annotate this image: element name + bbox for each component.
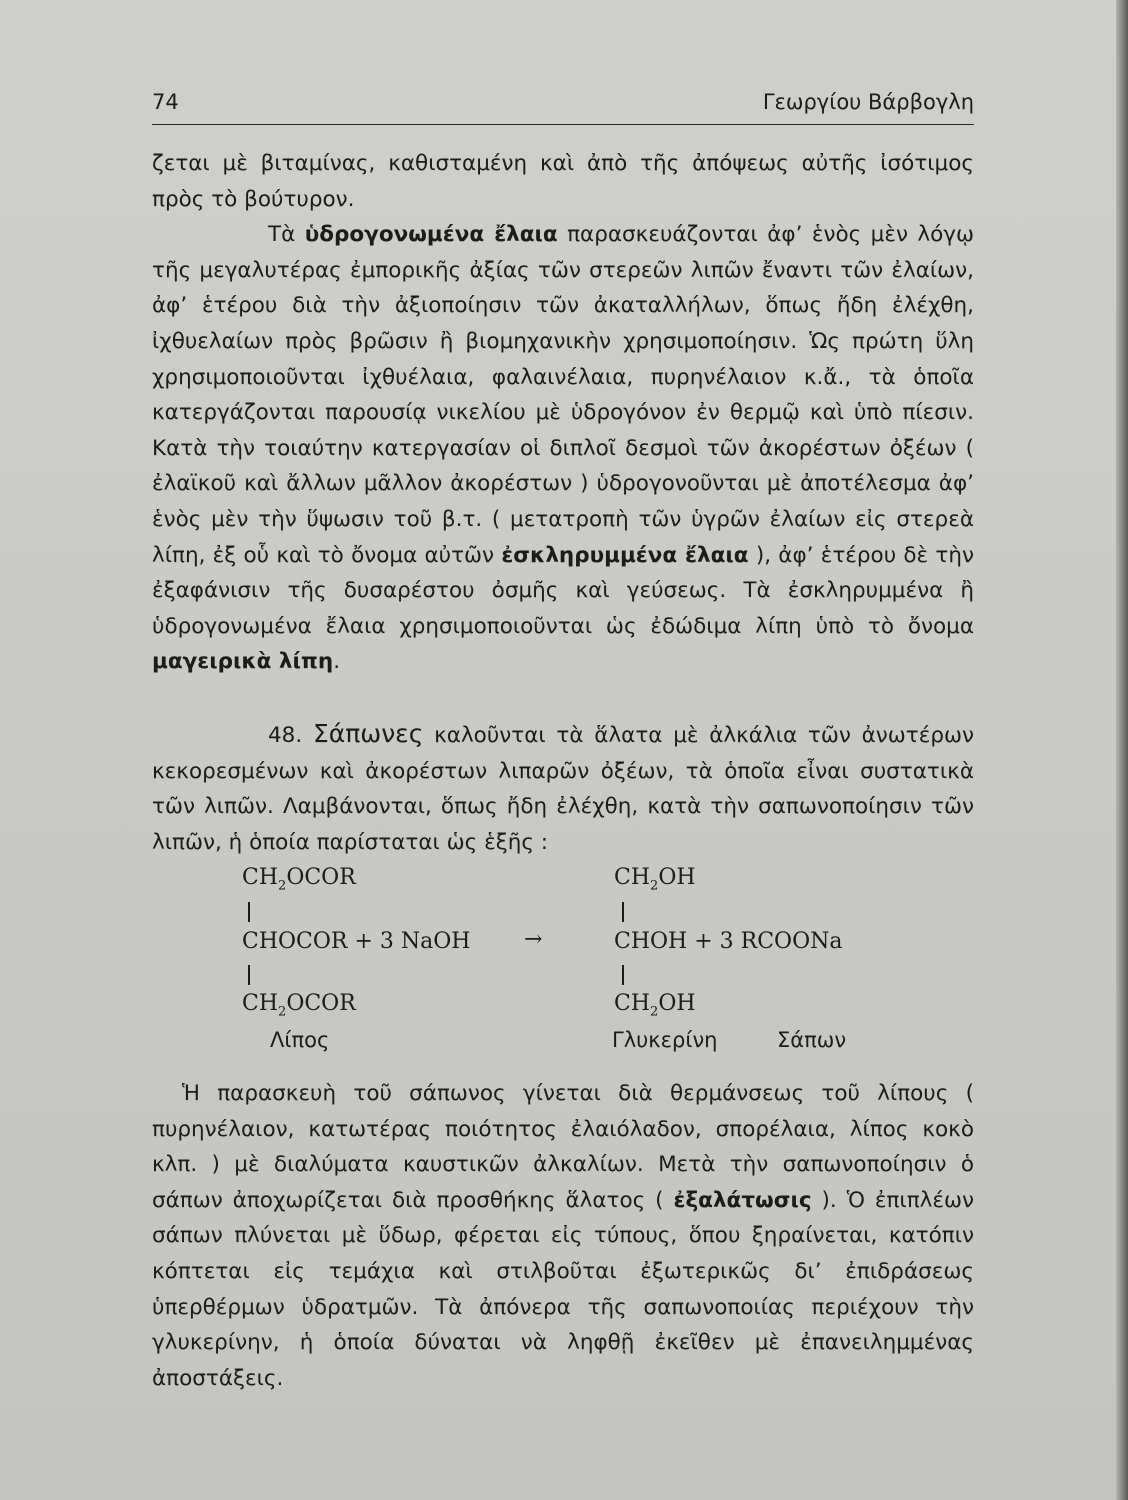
keyword-cooking-fats: μαγειρικὰ λίπη [152, 649, 334, 675]
page-header [152, 88, 974, 125]
text-run: . [333, 649, 341, 675]
running-head: Γεωργίου Βάρβογλη [762, 90, 974, 114]
paragraph-continuation: ζεται μὲ βιταμίνας, καθισταμένη καὶ ἀπὸ τῆς ἀπόψεως αὐτῆς ἰσότιμος πρὸς τὸ βούτυρον. [152, 151, 974, 212]
text-run: Ἡ παρασκευὴ τοῦ σάπωνος γίνεται διὰ θερμάνσεως τοῦ λίπους ( πυρηνέλαιον, κατωτέρας ποιότητος ἐλαιόλαδον, σπορέλαια, λίπος κοκὸ κλπ. ) μὲ διαλύματα καυστικῶν ἀλκαλίων. Μετὰ τὴν σαπωνοποίησιν ὁ σάπων ἀποχωρίζεται διὰ προσθήκης ἅλατος ( [152, 1081, 974, 1213]
bond-line [622, 965, 624, 985]
formula-right-middle: CHOH + 3 RCOONa [614, 929, 843, 954]
keyword-salting-out: ἐξαλάτωσις [673, 1187, 812, 1213]
bond-line [622, 902, 624, 922]
formula-right-top: $CH_2OH$ [614, 865, 696, 894]
saponification-equation [152, 865, 974, 1065]
page-edge-shadow [1116, 0, 1128, 1500]
label-fat: Λίπος [270, 1028, 330, 1052]
main-text-continued [152, 1076, 974, 1396]
bond-line [248, 902, 250, 922]
section-48-paragraph [152, 716, 974, 860]
section-number: 48. [268, 722, 303, 748]
keyword-hardened-oils: ἐσκληρυμμένα ἔλαια [501, 542, 749, 568]
text-run: ). Ὁ ἐπιπλέων σάπων πλύνεται μὲ ὕδωρ, φέρεται εἰς τύπους, ὅπου ξηραίνεται, κατόπιν κόπτεται εἰς τεμάχια καὶ στιλβοῦται ἐξωτερικῶς δι’ ἐπιδράσεως ὑπερθέρμων ὑδρατμῶν. Τὰ ἀπόνερα τῆς σαπωνοποιίας περιέχουν τὴν γλυκερίνην, ἡ ὁποία δύναται νὰ ληφθῇ ἐκεῖθεν μὲ ἐπανειλημμένας ἀποστάξεις. [152, 1187, 974, 1391]
paragraph-hydrogenated-oils [152, 217, 974, 680]
text-run: καλοῦνται τὰ ἅλατα μὲ ἀλκάλια τῶν ἀνωτέρων κεκορεσμένων καὶ ἀκορέστων λιπαρῶν ὀξέων, τὰ ὁποῖα εἶναι συστατικὰ τῶν λιπῶν. Λαμβάνονται, ὅπως ἤδη ἐλέχθη, κατὰ τὴν σαπωνοποίησιν τῶν λιπῶν, ἡ ὁποία παρίσταται ὡς ἑξῆς : [152, 722, 974, 855]
formula-left-bottom: $CH_2OCOR$ [242, 991, 356, 1020]
reaction-arrow: → [524, 927, 543, 952]
text-run: ), ἀφ’ ἑτέρου δὲ τὴν ἐξαφάνισιν τῆς δυσαρέστου ὀσμῆς καὶ γεύσεως. Τὰ ἐσκληρυμμένα ἢ ὑδρογονωμένα ἔλαια χρησιμοποιοῦνται ὡς ἐδώδιμα λίπη ὑπὸ τὸ ὄνομα [152, 542, 975, 639]
main-text [152, 146, 974, 860]
text-run: παρασκευάζονται ἀφ’ ἑνὸς μὲν λόγῳ τῆς μεγαλυτέρας ἐμπορικῆς ἀξίας τῶν στερεῶν λιπῶν ἔναντι τῶν ἐλαίων, ἀφ’ ἑτέρου διὰ τὴν ἀξιοποίησιν τῶν ἀκαταλλήλων, ὅπως ἤδη ἐλέχθη, ἰχθυελαίων πρὸς βρῶσιν ἢ βιομηχανικὴν χρησιμοποίησιν. Ὡς πρώτη ὕλη χρησιμοποιοῦνται ἰχθυέλαια, φαλαινέλαια, πυρηνέλαιον κ.ἄ., τὰ ὁποῖα κατεργάζονται παρουσίᾳ νικελίου μὲ ὑδρογόνον ἐν θερμῷ καὶ ὑπὸ πίεσιν. Κατὰ τὴν τοιαύτην κατεργασίαν οἱ διπλοῖ δεσμοὶ τῶν ἀκορέστων ὀξέων ( ἐλαϊκοῦ καὶ ἄλλων μᾶλλον ἀκορέστων ) ὑδρογονοῦνται μὲ ἀποτέλεσμα ἀφ’ ἑνὸς μὲν τὴν ὕψωσιν τοῦ β.τ. ( μετατροπὴ τῶν ὑγρῶν ἐλαίων εἰς στερεὰ λίπη, ἐξ οὗ καὶ τὸ ὄνομα αὐτῶν [152, 222, 975, 568]
formula-left-middle: CHOCOR + 3 NaOH [242, 929, 471, 954]
text-run: Τὰ [268, 222, 305, 248]
formula-right-bottom: $CH_2OH$ [614, 991, 696, 1020]
page-number: 74 [152, 90, 179, 114]
formula-left-top: $CH_2OCOR$ [242, 865, 356, 894]
label-glycerin: Γλυκερίνη [612, 1028, 718, 1052]
label-soap: Σάπων [777, 1028, 847, 1052]
keyword-hydrogenated-oils: ὑδρογονωμένα ἔλαια [304, 222, 558, 248]
paragraph-soap-preparation [152, 1076, 974, 1396]
section-gap [152, 680, 974, 716]
bond-line [248, 965, 250, 985]
section-title: Σάπωνες [312, 718, 424, 748]
